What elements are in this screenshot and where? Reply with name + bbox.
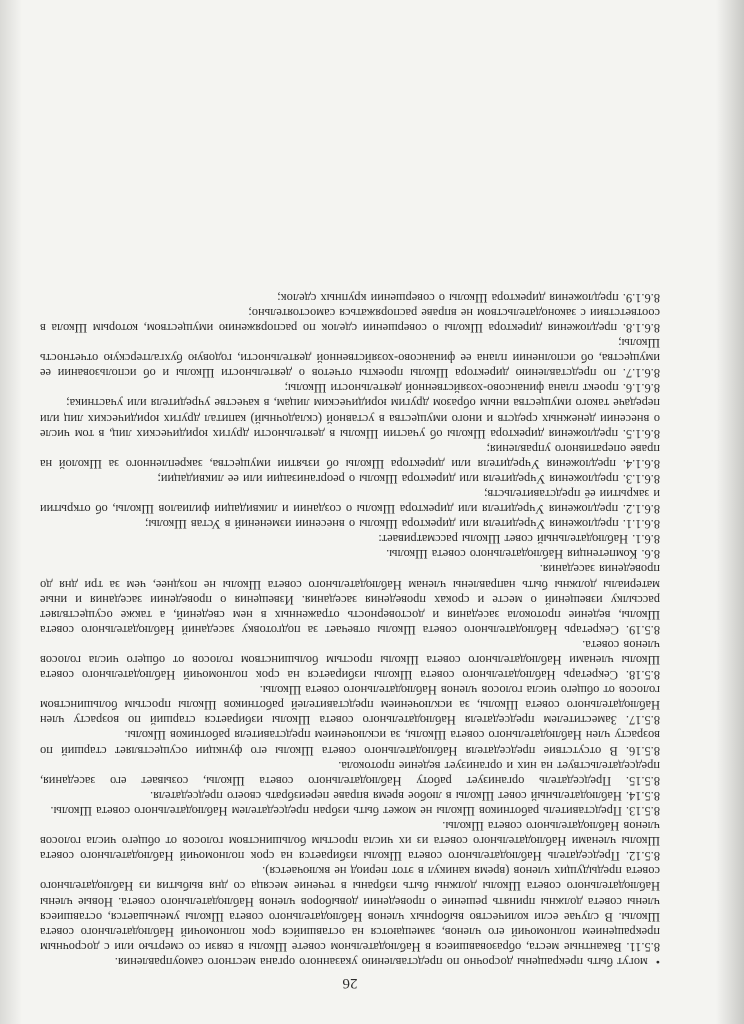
intro-bullet-line bbox=[40, 954, 660, 969]
intro-text: могут быть прекращены досрочно по представлению указанного органа местного самоуправления. bbox=[114, 954, 648, 969]
paragraph-8-6-1-4: 8.6.1.4. предложения Учредителя или директора Школы об изъятии имущества, закрепленного за Школой на праве оперативного управления; bbox=[40, 441, 660, 471]
scanner-edge-shadow-right bbox=[716, 0, 744, 1024]
paragraph-8-5-18: 8.5.18. Секретарь Наблюдательного совета Школы избирается на срок полномочий Наблюдательного совета Школы членами Наблюдательного совета Школы простым большинством голосов от общего числа голосов членов совета. bbox=[40, 637, 660, 683]
paragraph-8-5-16: 8.5.16. В отсутствие председателя Наблюдательного совета Школы его функции осуществляет старший по возрасту член Наблюдательного совета Школы, за исключением представителя работников Школы. bbox=[40, 728, 660, 758]
page-number: 26 bbox=[342, 975, 358, 991]
paragraph-8-6-1-5: 8.6.1.5. предложения директора Школы об участии Школы в деятельности других юридических лиц, в том числе о внесении денежных средств и иного имущества в уставной (складочный) капитал других юридических лиц или передаче такого имущества иным образом другим юридическим лицам, в качестве учредителя или участника; bbox=[40, 396, 660, 441]
paragraph-8-5-12: 8.5.12. Председатель Наблюдательного совета Школы избирается на срок полномочий Наблюдательного совета Школы членами Наблюдательного совета из их числа простым большинством голосов от общего числа голосов членов Наблюдательного совета Школы. bbox=[40, 819, 660, 864]
paragraph-8-6-1-1: 8.6.1.1. предложения Учредителя или директора Школы о внесении изменений в Устав Школы; bbox=[144, 517, 660, 532]
bullet-icon: • bbox=[655, 954, 660, 969]
paragraph-8-5-11: 8.5.11. Вакантные места, образовавшиеся в Наблюдательном совете Школы в связи со смертью или с досрочным прекращением полномочий его членов, замещаются на оставшийся срок полномочий Наблюдательного совета Школы. В случае если количество выборных членов Наблюдательного совета Школы уменьшается, оставшиеся члены совета должны принять решение о проведении довыборов членов Наблюдательного совета. Новые члены Наблюдательного совета Школы должны быть избраны в течение месяца со дня выбытия из Наблюдательного совета предыдущих членов (время каникул в этот период не включается). bbox=[40, 864, 660, 954]
paragraph-8-5-17: 8.5.17. Заместителем председателя Наблюдательного совета Школы избирается старший по возрасту член Наблюдательного совета Школы, за исключением представителей работников Школы простым большинством голосов от общего числа голосов членов Наблюдательного совета Школы. bbox=[40, 683, 660, 728]
paragraph-8-6-1-9: 8.6.1.9. предложения директора Школы о совершении крупных сделок; bbox=[277, 290, 660, 305]
paragraph-8-6-1-7: 8.6.1.7. по представлению директора Школы проекты отчетов о деятельности Школы и об использовании ее имущества, об исполнении плана ее финансово-хозяйственной деятельности, годовую бухгалтерскую отчетность Школы; bbox=[40, 336, 660, 381]
paragraph-8-6-1-3: 8.6.1.3. предложения Учредителя или директора Школы о реорганизации или ее ликвидации; bbox=[157, 471, 660, 486]
paragraph-8-5-13: 8.5.13. Представитель работников Школы не может быть избран председателем Наблюдательного совета Школы. bbox=[50, 803, 660, 818]
paragraph-8-5-19: 8.5.19. Секретарь Наблюдательного совета Школы отвечает за подготовку заседаний Наблюдательного совета Школы, ведение протокола заседания и достоверность отраженных в нем сведений, а также осуществляет рассылку извещений о месте и сроках проведения заседания. Извещения о проведении заседания и иные материалы должны быть направлены членам Наблюдательного совета Школы не позднее, чем за три дня до проведения заседания. bbox=[40, 562, 660, 637]
paragraph-8-5-15: 8.5.15. Председатель организует работу Наблюдательного совета Школы, созывает его заседания, председательствует на них и организует ведение протокола. bbox=[40, 758, 660, 788]
paragraph-8-6-1-6: 8.6.1.6. проект плана финансово-хозяйственной деятельности Школы; bbox=[284, 381, 660, 396]
paragraph-8-6-1-8: 8.6.1.8. предложения директора Школы о совершении сделок по распоряжению имуществом, которым Школа в соответствии с законодательством не вправе распоряжаться самостоятельно; bbox=[40, 305, 660, 335]
paragraph-8-5-14: 8.5.14. Наблюдательный совет Школы в любое время вправе переизбрать своего председателя. bbox=[150, 788, 660, 803]
heading-8-6: 8.6. Компетенция Наблюдательного совета Школы. bbox=[386, 547, 660, 562]
rotated-document-page bbox=[40, 70, 660, 990]
paragraph-8-6-1: 8.6.1. Наблюдательный совет Школы рассматривает: bbox=[378, 532, 660, 547]
paragraph-8-6-1-2: 8.6.1.2. предложения Учредителя или директора Школы о создании и ликвидации филиалов Школы, об открытии и закрытии её представительств; bbox=[40, 487, 660, 517]
scanner-edge-shadow-left bbox=[0, 0, 22, 1024]
